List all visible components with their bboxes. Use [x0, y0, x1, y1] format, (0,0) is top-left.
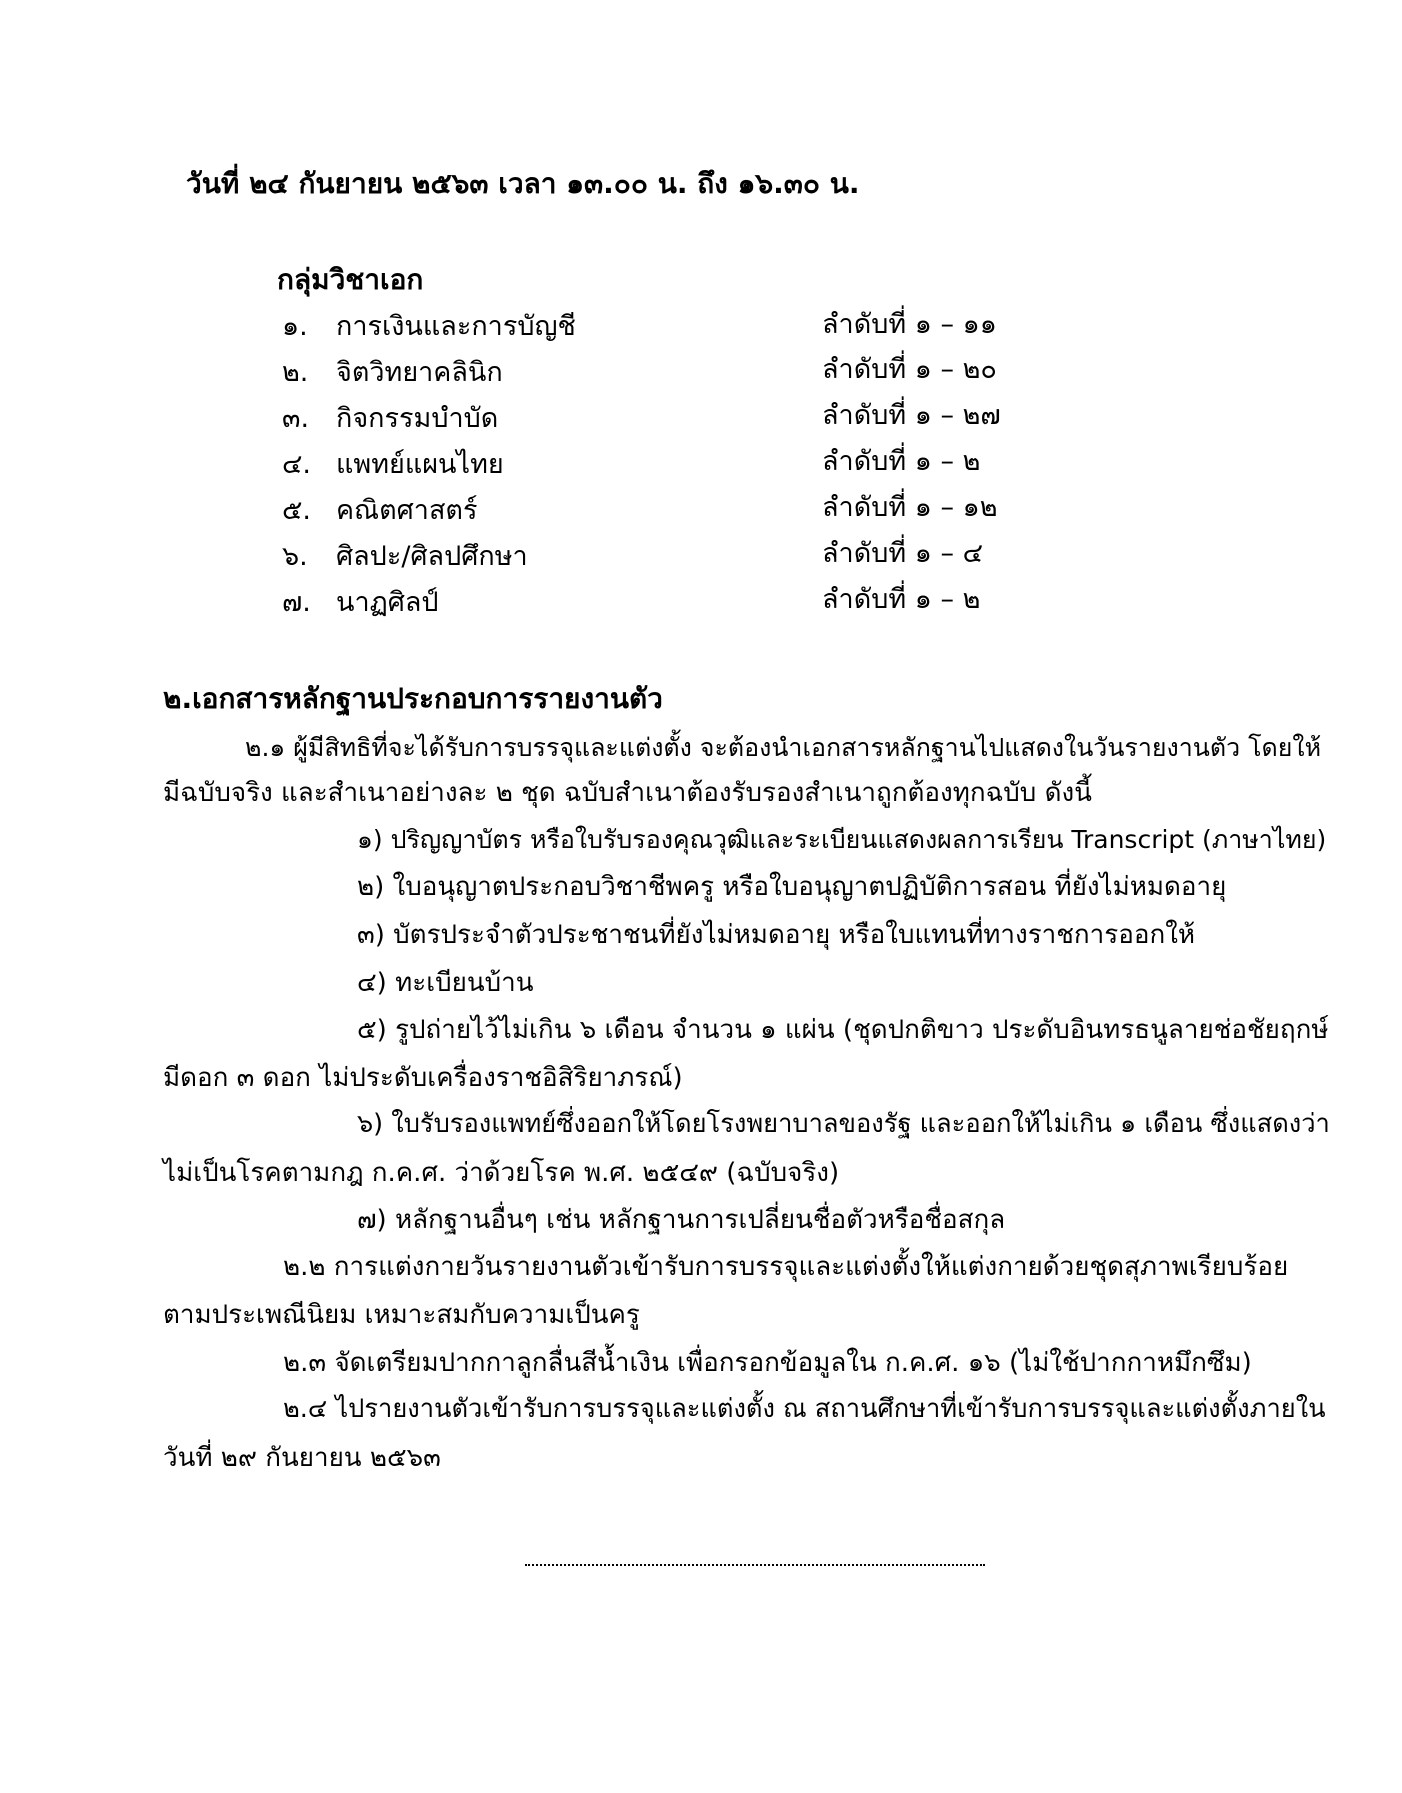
subject-name: กิจกรรมบำบัด [336, 403, 499, 434]
subject-number: ๗. [282, 587, 311, 618]
subject-name: จิตวิทยาคลินิก [336, 357, 503, 388]
subject-rank-range: ลำดับที่ ๑ – ๒๗ [822, 400, 1001, 431]
subject-number: ๖. [282, 541, 308, 572]
paragraph-2-1-line-2: มีฉบับจริง และสำเนาอย่างละ ๒ ชุด ฉบับสำเนาต้องรับรองสำเนาถูกต้องทุกฉบับ ดังนี้ [163, 778, 1092, 808]
subject-name: นาฏศิลป์ [336, 587, 439, 618]
subject-rank-range: ลำดับที่ ๑ – ๒ [822, 584, 981, 615]
paragraph-2-4-line-2: วันที่ ๒๙ กันยายน ๒๕๖๓ [163, 1443, 441, 1473]
subject-number: ๒. [282, 357, 309, 388]
subject-name: ศิลปะ/ศิลปศึกษา [336, 541, 528, 572]
document-item-3: ๓) บัตรประจำตัวประชาชนที่ยังไม่หมดอายุ หรือใบแทนที่ทางราชการออกให้ [357, 920, 1196, 950]
paragraph-2-2-line-2: ตามประเพณีนิยม เหมาะสมกับความเป็นครู [163, 1300, 640, 1330]
subject-name: คณิตศาสตร์ [336, 495, 478, 526]
subject-number: ๔. [282, 449, 312, 480]
subject-rank-range: ลำดับที่ ๑ – ๒๐ [822, 354, 997, 385]
document-item-7: ๗) หลักฐานอื่นๆ เช่น หลักฐานการเปลี่ยนชื่อตัวหรือชื่อสกุล [357, 1205, 1006, 1235]
document-item-6-line-2: ไม่เป็นโรคตามกฎ ก.ค.ศ. ว่าด้วยโรค พ.ศ. ๒๕๔๙ (ฉบับจริง) [163, 1158, 840, 1188]
paragraph-2-3: ๒.๓ จัดเตรียมปากกาลูกลื่นสีน้ำเงิน เพื่อกรอกข้อมูลใน ก.ค.ศ. ๑๖ (ไม่ใช้ปากกาหมึกซึม) [283, 1348, 1252, 1378]
subject-number: ๑. [282, 311, 308, 342]
major-group-heading: กลุ่มวิชาเอก [277, 263, 424, 296]
document-item-2: ๒) ใบอนุญาตประกอบวิชาชีพครู หรือใบอนุญาตปฏิบัติการสอน ที่ยังไม่หมดอายุ [357, 872, 1227, 902]
document-item-4: ๔) ทะเบียนบ้าน [357, 968, 534, 998]
subject-number: ๕. [282, 495, 312, 526]
paragraph-2-2-line-1: ๒.๒ การแต่งกายวันรายงานตัวเข้ารับการบรรจุและแต่งตั้งให้แต่งกายด้วยชุดสุภาพเรียบร้อย [283, 1252, 1289, 1282]
document-item-5-line-1: ๕) รูปถ่ายไว้ไม่เกิน ๖ เดือน จำนวน ๑ แผ่น (ชุดปกติขาว ประดับอินทรธนูลายช่อชัยฤกษ์ [357, 1015, 1329, 1045]
report-date-time: วันที่ ๒๔ กันยายน ๒๕๖๓ เวลา ๑๓.๐๐ น. ถึง ๑๖.๓๐ น. [186, 167, 860, 200]
subject-name: แพทย์แผนไทย [336, 449, 504, 480]
subject-rank-range: ลำดับที่ ๑ – ๔ [822, 538, 983, 569]
document-item-1: ๑) ปริญญาบัตร หรือใบรับรองคุณวุฒิและระเบียนแสดงผลการเรียน Transcript (ภาษาไทย) [357, 825, 1327, 854]
document-item-6-line-1: ๖) ใบรับรองแพทย์ซึ่งออกให้โดยโรงพยาบาลของรัฐ และออกให้ไม่เกิน ๑ เดือน ซึ่งแสดงว่า [357, 1109, 1330, 1139]
subject-rank-range: ลำดับที่ ๑ – ๑๑ [822, 309, 997, 340]
subject-name: การเงินและการบัญชี [336, 311, 576, 342]
section-2-heading: ๒.เอกสารหลักฐานประกอบการรายงานตัว [163, 682, 663, 715]
subject-number: ๓. [282, 403, 310, 434]
paragraph-2-4-line-1: ๒.๔ ไปรายงานตัวเข้ารับการบรรจุและแต่งตั้ง ณ สถานศึกษาที่เข้ารับการบรรจุและแต่งตั้งภายใน [283, 1394, 1326, 1424]
dotted-end-line [525, 1560, 985, 1566]
paragraph-2-1-line-1: ๒.๑ ผู้มีสิทธิที่จะได้รับการบรรจุและแต่งตั้ง จะต้องนำเอกสารหลักฐานไปแสดงในวันรายงานตัว โดยให้ [245, 733, 1322, 762]
subject-rank-range: ลำดับที่ ๑ – ๒ [822, 446, 981, 477]
subject-rank-range: ลำดับที่ ๑ – ๑๒ [822, 492, 998, 523]
document-item-5-line-2: มีดอก ๓ ดอก ไม่ประดับเครื่องราชอิสิริยาภรณ์) [163, 1063, 683, 1093]
